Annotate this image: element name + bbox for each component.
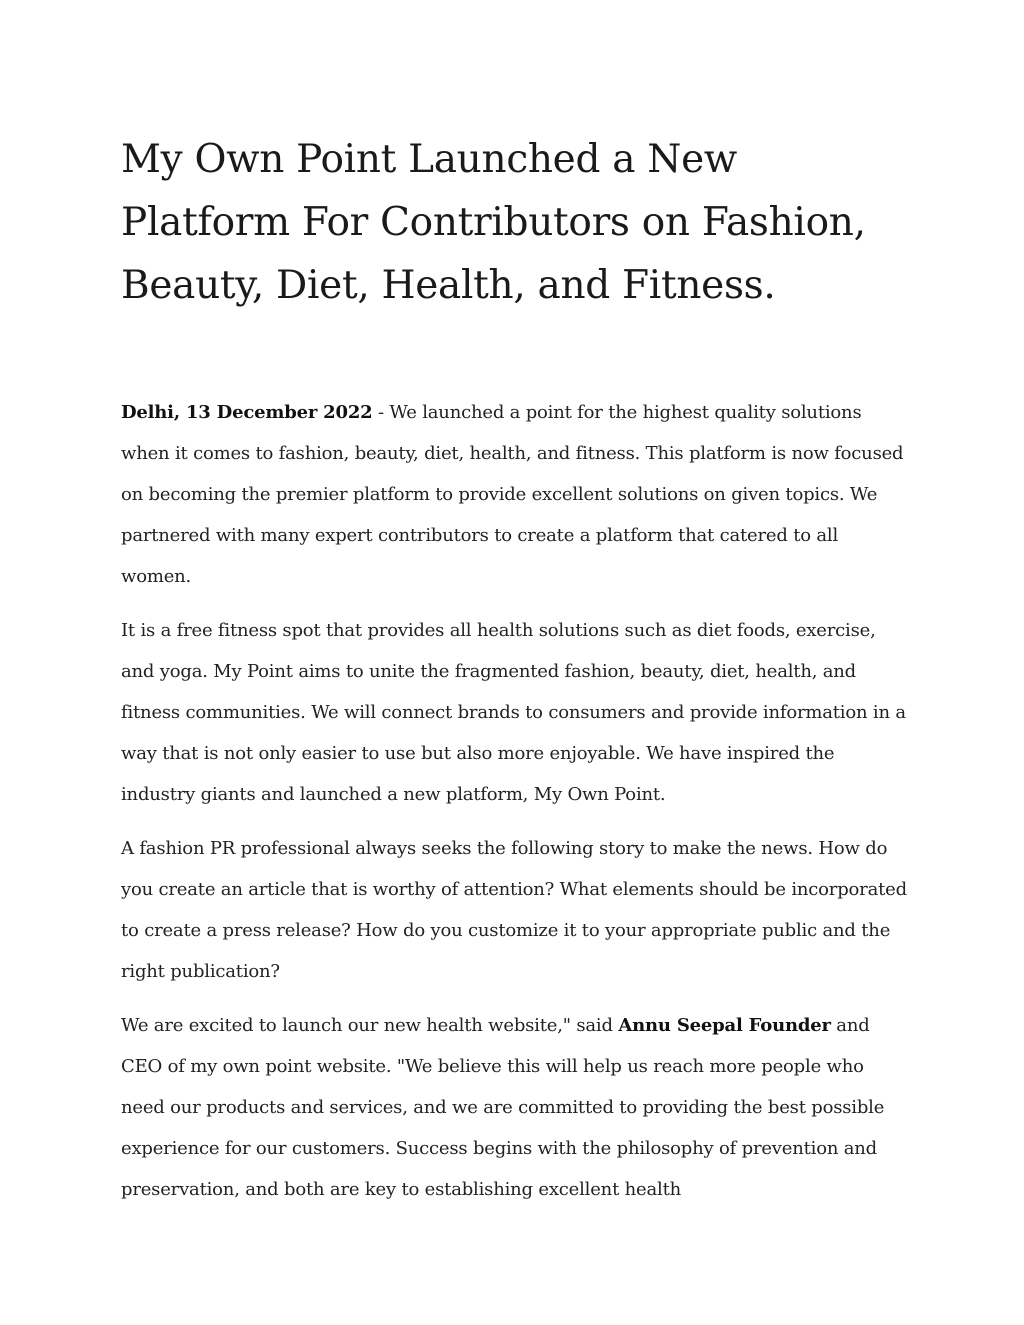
document-page [121,128,911,1223]
paragraph-quote [121,1005,911,1210]
dateline: Delhi, 13 December 2022 [121,402,373,423]
paragraph-quote-after: and CEO of my own point website. "We believe this will help us reach more people who need our products and services, and we are committed to providing the best possible experience for our customers. Success begins with the philosophy of prevention and preservation, and both are key to establishing excellent health [121,1015,885,1200]
document-body [121,392,911,1210]
founder-name: Annu Seepal Founder [618,1015,831,1036]
paragraph-platform: It is a free fitness spot that provides all health solutions such as diet foods, exercise, and yoga. My Point aims to unite the fragmented fashion, beauty, diet, health, and fitness communities. We will connect brands to consumers and provide information in a way that is not only easier to use but also more enjoyable. We have inspired the industry giants and launched a new platform, My Own Point. [121,620,906,805]
paragraph-quote-before: We are excited to launch our new health website," said [121,1015,619,1036]
paragraph-pr: A fashion PR professional always seeks the following story to make the news. How do you create an article that is worthy of attention? What elements should be incorporated to create a press release? How do you customize it to your appropriate public and the right publication? [121,838,907,982]
document-title: My Own Point Launched a New Platform For Contributors on Fashion, Beauty, Diet, Health, and Fitness. [121,137,866,308]
paragraph-intro [121,392,911,597]
paragraph-intro-text: - We launched a point for the highest quality solutions when it comes to fashion, beauty, diet, health, and fitness. This platform is now focused on becoming the premier platform to provide excellent solutions on given topics. We partnered with many expert contributors to create a platform that catered to all women. [121,402,904,587]
